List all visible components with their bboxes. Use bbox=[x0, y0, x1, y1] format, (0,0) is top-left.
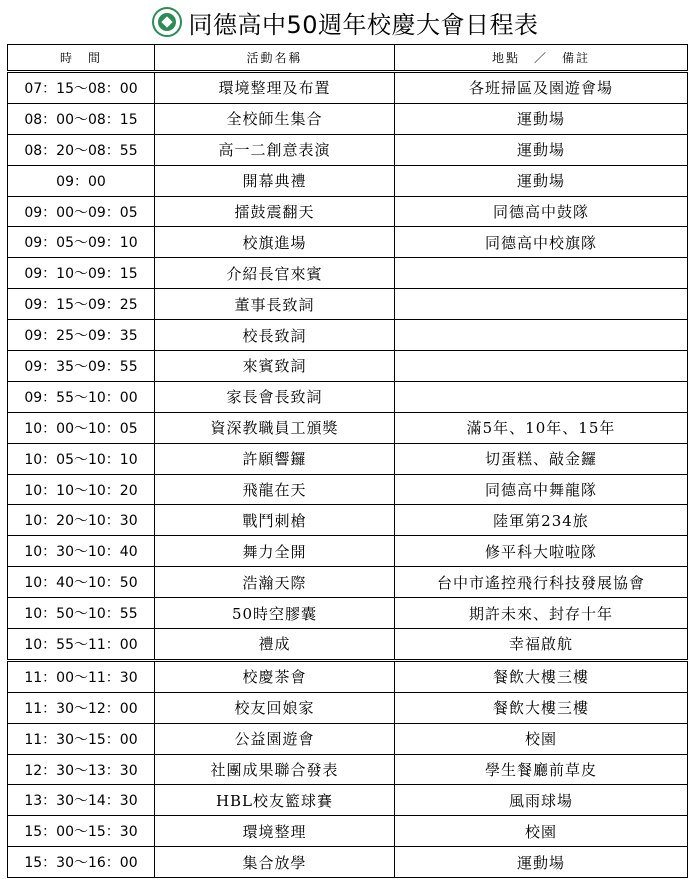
activity-cell: 介紹長官來賓 bbox=[155, 258, 395, 289]
time-cell: 09：10～09：15 bbox=[8, 258, 155, 289]
time-cell: 11：00～11：30 bbox=[8, 660, 155, 692]
activity-cell: 飛龍在天 bbox=[155, 474, 395, 505]
activity-cell: 董事長致詞 bbox=[155, 289, 395, 320]
activity-cell: HBL校友籃球賽 bbox=[155, 785, 395, 816]
time-cell: 09：55～10：00 bbox=[8, 381, 155, 412]
schedule-table bbox=[7, 44, 688, 878]
time-cell: 08：20～08：55 bbox=[8, 134, 155, 165]
time-cell: 11：30～15：00 bbox=[8, 723, 155, 754]
table-row bbox=[8, 660, 688, 692]
table-row bbox=[8, 692, 688, 723]
table-row bbox=[8, 567, 688, 598]
activity-cell: 校旗進場 bbox=[155, 227, 395, 258]
location-cell bbox=[395, 351, 688, 382]
time-cell: 10：30～10：40 bbox=[8, 536, 155, 567]
location-cell bbox=[395, 258, 688, 289]
time-cell: 07：15～08：00 bbox=[8, 72, 155, 104]
table-row bbox=[8, 629, 688, 661]
time-cell: 10：05～10：10 bbox=[8, 443, 155, 474]
location-cell: 幸福啟航 bbox=[395, 629, 688, 661]
activity-cell: 公益園遊會 bbox=[155, 723, 395, 754]
header-location: 地點 ／ 備註 bbox=[395, 45, 688, 72]
table-row bbox=[8, 847, 688, 878]
header-activity: 活動名稱 bbox=[155, 45, 395, 72]
table-row bbox=[8, 320, 688, 351]
activity-cell: 資深教職員工頒獎 bbox=[155, 412, 395, 443]
table-row bbox=[8, 443, 688, 474]
activity-cell: 環境整理 bbox=[155, 816, 395, 847]
location-cell: 運動場 bbox=[395, 134, 688, 165]
table-row bbox=[8, 165, 688, 196]
location-cell bbox=[395, 289, 688, 320]
table-row bbox=[8, 723, 688, 754]
activity-cell: 來賓致詞 bbox=[155, 351, 395, 382]
activity-cell: 擂鼓震翻天 bbox=[155, 196, 395, 227]
table-row bbox=[8, 816, 688, 847]
table-row bbox=[8, 381, 688, 412]
location-cell: 同德高中鼓隊 bbox=[395, 196, 688, 227]
location-cell: 運動場 bbox=[395, 103, 688, 134]
activity-cell: 戰鬥刺槍 bbox=[155, 505, 395, 536]
location-cell: 風雨球場 bbox=[395, 785, 688, 816]
location-cell: 陸軍第234旅 bbox=[395, 505, 688, 536]
time-cell: 08：00～08：15 bbox=[8, 103, 155, 134]
activity-cell: 集合放學 bbox=[155, 847, 395, 878]
table-row bbox=[8, 134, 688, 165]
table-row bbox=[8, 72, 688, 104]
time-cell: 09：25～09：35 bbox=[8, 320, 155, 351]
activity-cell: 環境整理及布置 bbox=[155, 72, 395, 104]
school-emblem-icon bbox=[152, 7, 182, 37]
activity-cell: 校慶茶會 bbox=[155, 660, 395, 692]
time-cell: 09：05～09：10 bbox=[8, 227, 155, 258]
location-cell: 運動場 bbox=[395, 165, 688, 196]
location-cell bbox=[395, 320, 688, 351]
time-cell: 09：35～09：55 bbox=[8, 351, 155, 382]
location-cell: 各班掃區及園遊會場 bbox=[395, 72, 688, 104]
location-cell: 餐飲大樓三樓 bbox=[395, 660, 688, 692]
activity-cell: 禮成 bbox=[155, 629, 395, 661]
time-cell: 12：30～13：30 bbox=[8, 754, 155, 785]
location-cell: 同德高中舞龍隊 bbox=[395, 474, 688, 505]
table-header-row bbox=[8, 45, 688, 72]
time-cell: 13：30～14：30 bbox=[8, 785, 155, 816]
table-row bbox=[8, 536, 688, 567]
table-row bbox=[8, 785, 688, 816]
activity-cell: 舞力全開 bbox=[155, 536, 395, 567]
location-cell: 校園 bbox=[395, 723, 688, 754]
activity-cell: 許願響鑼 bbox=[155, 443, 395, 474]
location-cell: 修平科大啦啦隊 bbox=[395, 536, 688, 567]
time-cell: 09：00 bbox=[8, 165, 155, 196]
time-cell: 10：40～10：50 bbox=[8, 567, 155, 598]
page-title: 同德高中50週年校慶大會日程表 bbox=[188, 10, 539, 39]
time-cell: 11：30～12：00 bbox=[8, 692, 155, 723]
location-cell: 滿5年、10年、15年 bbox=[395, 412, 688, 443]
activity-cell: 開幕典禮 bbox=[155, 165, 395, 196]
time-cell: 09：15～09：25 bbox=[8, 289, 155, 320]
activity-cell: 社團成果聯合發表 bbox=[155, 754, 395, 785]
location-cell: 期許未來、封存十年 bbox=[395, 598, 688, 629]
time-cell: 10：00～10：05 bbox=[8, 412, 155, 443]
header-time: 時 間 bbox=[8, 45, 155, 72]
table-row bbox=[8, 289, 688, 320]
location-cell: 運動場 bbox=[395, 847, 688, 878]
activity-cell: 全校師生集合 bbox=[155, 103, 395, 134]
activity-cell: 校友回娘家 bbox=[155, 692, 395, 723]
time-cell: 10：50～10：55 bbox=[8, 598, 155, 629]
table-row bbox=[8, 505, 688, 536]
table-row bbox=[8, 103, 688, 134]
location-cell: 同德高中校旗隊 bbox=[395, 227, 688, 258]
activity-cell: 高一二創意表演 bbox=[155, 134, 395, 165]
activity-cell: 50時空膠囊 bbox=[155, 598, 395, 629]
time-cell: 10：55～11：00 bbox=[8, 629, 155, 661]
table-row bbox=[8, 474, 688, 505]
time-cell: 15：00～15：30 bbox=[8, 816, 155, 847]
location-cell: 切蛋糕、敲金鑼 bbox=[395, 443, 688, 474]
table-row bbox=[8, 598, 688, 629]
time-cell: 10：10～10：20 bbox=[8, 474, 155, 505]
table-row bbox=[8, 227, 688, 258]
location-cell bbox=[395, 381, 688, 412]
activity-cell: 家長會長致詞 bbox=[155, 381, 395, 412]
location-cell: 校園 bbox=[395, 816, 688, 847]
table-row bbox=[8, 754, 688, 785]
page-header bbox=[0, 0, 691, 44]
activity-cell: 校長致詞 bbox=[155, 320, 395, 351]
location-cell: 餐飲大樓三樓 bbox=[395, 692, 688, 723]
time-cell: 09：00～09：05 bbox=[8, 196, 155, 227]
activity-cell: 浩瀚天際 bbox=[155, 567, 395, 598]
time-cell: 15：30～16：00 bbox=[8, 847, 155, 878]
table-row bbox=[8, 351, 688, 382]
time-cell: 10：20～10：30 bbox=[8, 505, 155, 536]
table-row bbox=[8, 258, 688, 289]
location-cell: 學生餐廳前草皮 bbox=[395, 754, 688, 785]
table-row bbox=[8, 196, 688, 227]
table-row bbox=[8, 412, 688, 443]
location-cell: 台中市遙控飛行科技發展協會 bbox=[395, 567, 688, 598]
